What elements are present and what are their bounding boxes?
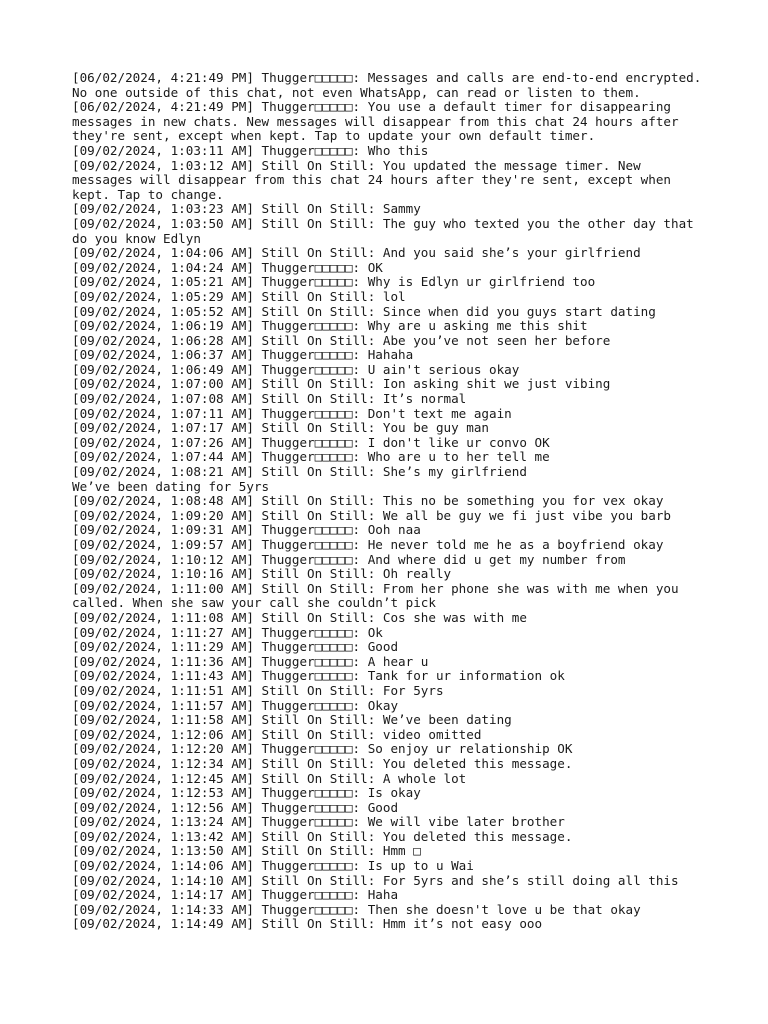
chat-line: [09/02/2024, 1:12:20 AM] Thugger□□□□□: So enjoy ur relationship OK [72,741,573,757]
chat-line: [09/02/2024, 1:14:10 AM] Still On Still: For 5yrs and she’s still doing all this [72,872,679,888]
chat-line: [09/02/2024, 1:12:53 AM] Thugger□□□□□: Is okay [72,785,421,801]
chat-line: [09/02/2024, 1:12:06 AM] Still On Still: video omitted [72,726,482,742]
chat-line: [09/02/2024, 1:06:28 AM] Still On Still: Abe you’ve not seen her before [72,332,611,348]
chat-line: [09/02/2024, 1:06:49 AM] Thugger□□□□□: U ain't serious okay [72,361,520,377]
chat-line: [09/02/2024, 1:11:51 AM] Still On Still: For 5yrs [72,682,444,698]
chat-line: [09/02/2024, 1:09:31 AM] Thugger□□□□□: Ooh naa [72,522,421,538]
chat-line: [09/02/2024, 1:03:50 AM] Still On Still: The guy who texted you the other day that do you know Edlyn [72,215,702,246]
chat-line: [09/02/2024, 1:11:58 AM] Still On Still: We’ve been dating [72,712,512,728]
chat-line: [09/02/2024, 1:04:06 AM] Still On Still: And you said she’s your girlfriend [72,245,641,261]
chat-line: [09/02/2024, 1:07:11 AM] Thugger□□□□□: Don't text me again [72,405,512,421]
chat-line: [09/02/2024, 1:12:45 AM] Still On Still: A whole lot [72,770,467,786]
chat-line: [09/02/2024, 1:12:56 AM] Thugger□□□□□: Good [72,799,399,815]
chat-line: [09/02/2024, 1:05:29 AM] Still On Still: lol [72,288,406,304]
chat-line: [09/02/2024, 1:03:12 AM] Still On Still: You updated the message timer. New messages will disappear from this chat 24 hours after they're sent, except when kept. Tap to change. [72,157,679,202]
chat-line: [09/02/2024, 1:13:50 AM] Still On Still: Hmm □ [72,843,421,859]
chat-line: [09/02/2024, 1:07:26 AM] Thugger□□□□□: I don't like ur convo OK [72,434,550,450]
chat-line: [09/02/2024, 1:13:24 AM] Thugger□□□□□: We will vibe later brother [72,814,565,830]
chat-line: [09/02/2024, 1:08:21 AM] Still On Still: She’s my girlfriend [72,464,527,480]
chat-line: [09/02/2024, 1:07:00 AM] Still On Still: Ion asking shit we just vibing [72,376,611,392]
chat-line: [09/02/2024, 1:03:11 AM] Thugger□□□□□: Who this [72,142,429,158]
chat-line: [09/02/2024, 1:14:06 AM] Thugger□□□□□: Is up to u Wai [72,858,474,874]
chat-line: [09/02/2024, 1:09:57 AM] Thugger□□□□□: He never told me he as a boyfriend okay [72,537,664,552]
chat-line: [09/02/2024, 1:14:33 AM] Thugger□□□□□: Then she doesn't love u be that okay [72,901,641,917]
chat-line: [09/02/2024, 1:11:00 AM] Still On Still: From her phone she was with me when you called. When she saw your call she couldn’t pick [72,580,687,611]
chat-line: [09/02/2024, 1:12:34 AM] Still On Still: You deleted this message. [72,755,573,771]
chat-line: [09/02/2024, 1:04:24 AM] Thugger□□□□□: OK [72,259,383,275]
chat-line: [09/02/2024, 1:06:37 AM] Thugger□□□□□: Hahaha [72,347,414,363]
chat-line: [09/02/2024, 1:11:36 AM] Thugger□□□□□: A hear u [72,653,429,669]
chat-line: [09/02/2024, 1:05:52 AM] Still On Still: Since when did you guys start dating [72,303,656,319]
chat-line: [09/02/2024, 1:09:20 AM] Still On Still: We all be guy we fi just vibe you barb [72,507,671,523]
chat-line: We’ve been dating for 5yrs [72,478,270,494]
chat-line: [09/02/2024, 1:11:27 AM] Thugger□□□□□: Ok [72,624,383,640]
chat-line: [09/02/2024, 1:13:42 AM] Still On Still: You deleted this message. [72,828,573,844]
chat-line: [09/02/2024, 1:07:44 AM] Thugger□□□□□: Who are u to her tell me [72,449,550,465]
chat-line: [09/02/2024, 1:11:57 AM] Thugger□□□□□: Okay [72,697,399,713]
chat-line: [09/02/2024, 1:14:17 AM] Thugger□□□□□: Haha [72,887,399,903]
chat-line: [09/02/2024, 1:10:12 AM] Thugger□□□□□: And where did u get my number from [72,551,626,567]
chat-line: [09/02/2024, 1:14:49 AM] Still On Still: Hmm it’s not easy ooo [72,916,543,932]
chat-transcript [72,70,709,932]
chat-line: [09/02/2024, 1:11:29 AM] Thugger□□□□□: Good [72,639,399,655]
chat-line: [06/02/2024, 4:21:49 PM] Thugger□□□□□: Messages and calls are end-to-end encrypted. No one outside of this chat, not even WhatsApp, can read or listen to them. [72,70,709,100]
chat-line: [09/02/2024, 1:10:16 AM] Still On Still: Oh really [72,566,452,582]
chat-line: [09/02/2024, 1:07:17 AM] Still On Still: You be guy man [72,420,490,436]
chat-line: [09/02/2024, 1:06:19 AM] Thugger□□□□□: Why are u asking me this shit [72,318,588,334]
chat-line: [09/02/2024, 1:11:08 AM] Still On Still: Cos she was with me [72,609,527,625]
chat-line: [06/02/2024, 4:21:49 PM] Thugger□□□□□: You use a default timer for disappearing messages in new chats. New messages will disappear from this chat 24 hours after they're sent, except when kept. Tap to update your own default timer. [72,99,687,144]
chat-line: [09/02/2024, 1:05:21 AM] Thugger□□□□□: Why is Edlyn ur girlfriend too [72,274,596,290]
chat-line: [09/02/2024, 1:07:08 AM] Still On Still: It’s normal [72,391,467,407]
chat-line: [09/02/2024, 1:11:43 AM] Thugger□□□□□: Tank for ur information ok [72,668,565,684]
chat-line: [09/02/2024, 1:08:48 AM] Still On Still: This no be something you for vex okay [72,493,664,509]
chat-line: [09/02/2024, 1:03:23 AM] Still On Still: Sammy [72,201,421,217]
